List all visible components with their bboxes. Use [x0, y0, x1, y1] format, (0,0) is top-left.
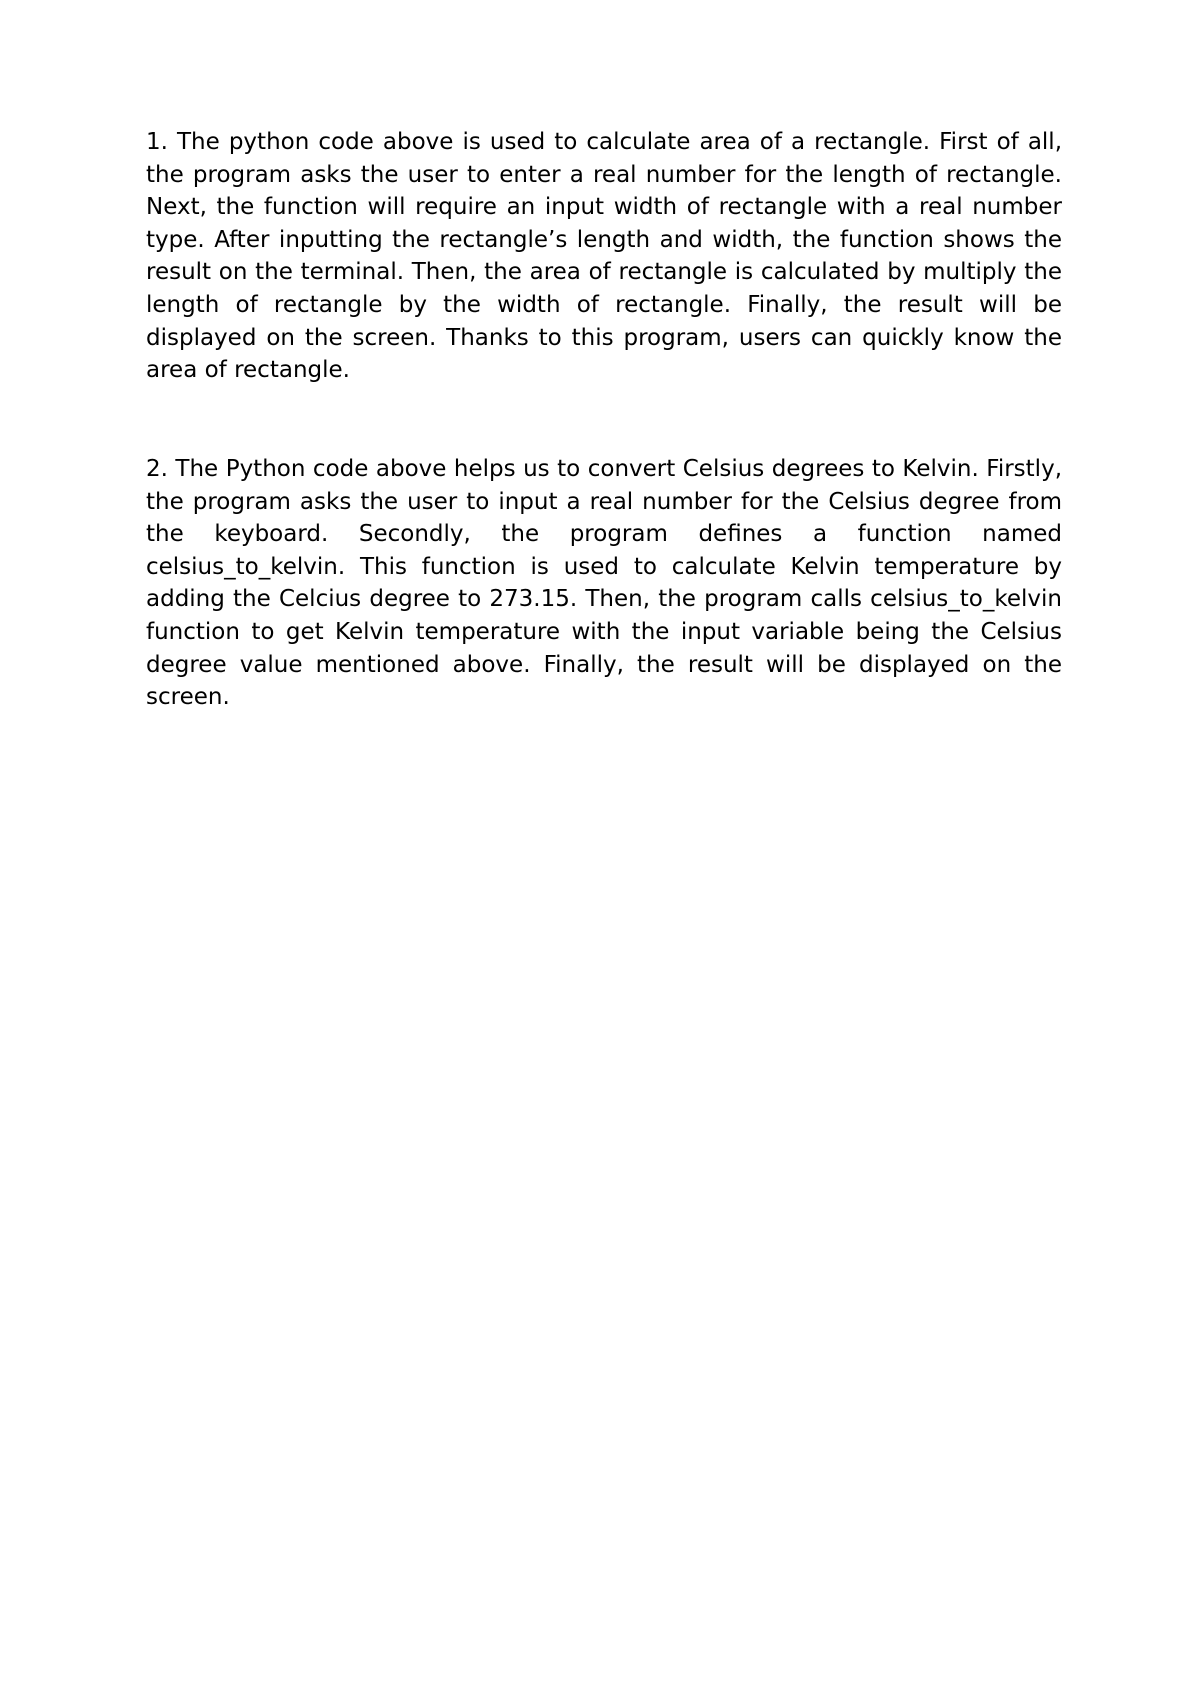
paragraph-rectangle-area: 1. The python code above is used to calculate area of a rectangle. First of all, the program asks the user to enter a real number for the length of rectangle. Next, the function will require an input width of rectangle with a real number type. After inputting the rectangle’s length and width, the function shows the result on the terminal. Then, the area of rectangle is calculated by multiply the length of rectangle by the width of rectangle. Finally, the result will be displayed on the screen. Thanks to this program, users can quickly know the area of rectangle. — [146, 129, 1062, 384]
paragraph-celsius-to-kelvin: 2. The Python code above helps us to convert Celsius degrees to Kelvin. Firstly, the program asks the user to input a real number for the Celsius degree from the keyboard. Secondly, the program defines a function named celsius_to_kelvin. This function is used to calculate Kelvin temperature by adding the Celcius degree to 273.15. Then, the program calls celsius_to_kelvin function to get Kelvin temperature with the input variable being the Celsius degree value mentioned above. Finally, the result will be displayed on the screen. — [146, 456, 1062, 711]
